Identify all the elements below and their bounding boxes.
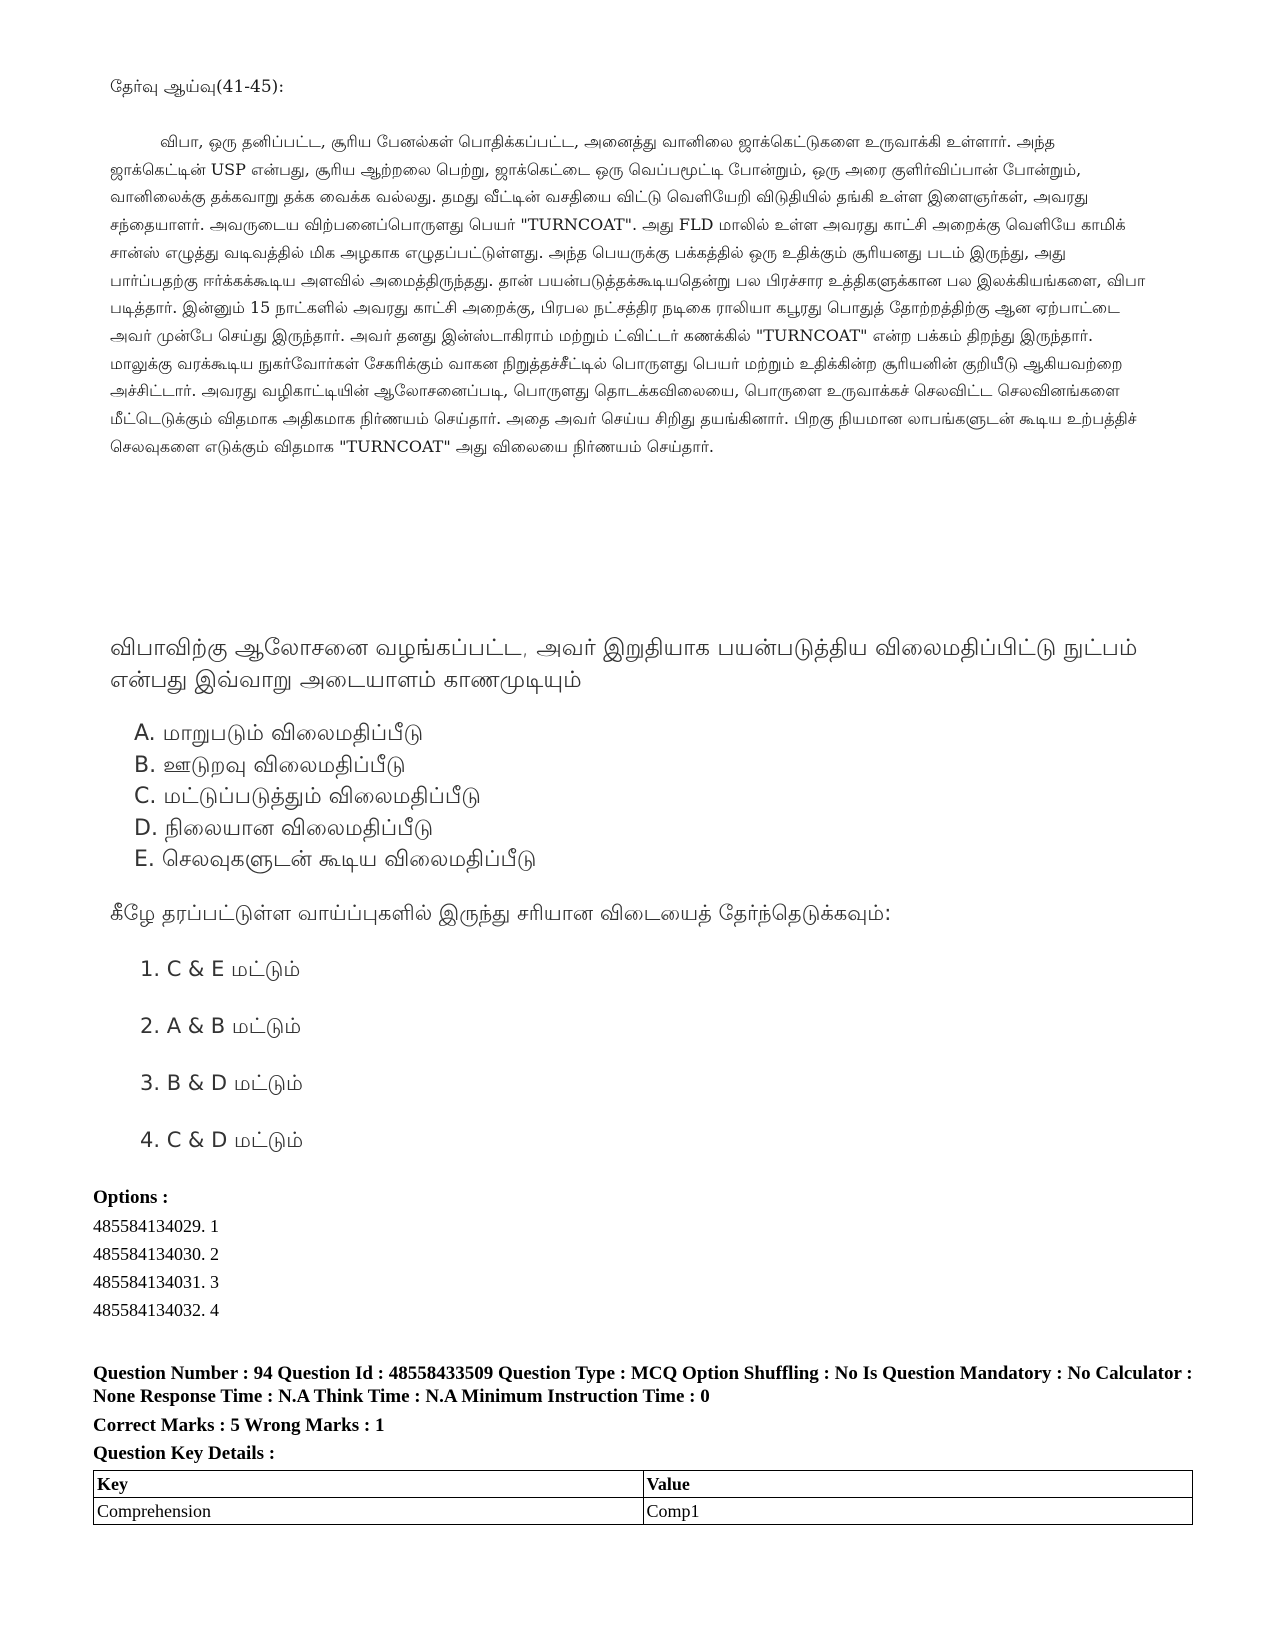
key-details-table (93, 1470, 1193, 1525)
table-cell: Comp1 (643, 1498, 1193, 1525)
choice-item: 4. C & D மட்டும் (140, 1127, 304, 1152)
passage-body: விபா, ஒரு தனிப்பட்ட, சூரிய பேனல்கள் பொதிக்கப்பட்ட, அனைத்து வானிலை ஜாக்கெட்டுகளை உருவாக்கி உள்ளார். அந்த ஜாக்கெட்டின் USP என்பது, சூரிய ஆற்றலை பெற்று, ஜாக்கெட்டை ஒரு வெப்பமூட்டி போன்றும், ஒரு அரை குளிர்விப்பான் போன்றும், வானிலைக்கு தக்கவாறு தக்க வைக்க வல்லது. தமது வீட்டின் வசதியை விட்டு வெளியேறி விடுதியில் தங்கி உள்ள இளைஞர்கள், அவரது சந்தையாளர். அவருடைய விற்பனைப்பொருளது பெயர் "TURNCOAT". அது FLD மாலில் உள்ள அவரது காட்சி அறைக்கு வெளியே காமிக் சான்ஸ் எழுத்து வடிவத்தில் மிக அழகாக எழுதப்பட்டுள்ளது. அந்த பெயருக்கு பக்கத்தில் ஒரு உதிக்கும் சூரியனது படம் இருந்து, அது பார்ப்பதற்கு ஈர்க்கக்கூடிய அளவில் அமைத்திருந்தது. தான் பயன்படுத்தக்கூடியதென்று பல பிரச்சார உத்திகளுக்கான பல இலக்கியங்களை, விபா படித்தார். இன்னும் 15 நாட்களில் அவரது காட்சி அறைக்கு, பிரபல நட்சத்திர நடிகை ராலியா கபூரது பொதுத் தோற்றத்திற்கு ஆன ஏற்பாட்டை அவர் முன்பே செய்து இருந்தார். அவர் தனது இன்ஸ்டாகிராம் மற்றும் ட்விட்டர் கணக்கில் "TURNCOAT" என்ற பக்கம் திறந்து இருந்தார். மாலுக்கு வரக்கூடிய நுகர்வோர்கள் சேகரிக்கும் வாகன நிறுத்தச்சீட்டில் பொருளது பெயர் மற்றும் உதிக்கின்ற சூரியனின் குறியீடு ஆகியவற்றை அச்சிட்டார். அவரது வழிகாட்டியின் ஆலோசனைப்படி, பொருளது தொடக்கவிலையை, பொருளை உருவாக்கச் செலவிட்ட செலவினங்களை மீட்டெடுக்கும் விதமாக அதிகமாக நிர்ணயம் செய்தார். அதை அவர் செய்ய சிறிது தயங்கினார். பிறகு நியமான லாபங்களுடன் கூடிய உற்பத்திச் செலவுகளை எடுக்கும் விதமாக "TURNCOAT" அது விலையை நிர்ணயம் செய்தார். (110, 132, 1146, 456)
choice-list (140, 954, 1160, 1155)
option-id-item: 485584134030. 2 (93, 1244, 219, 1264)
choice-item: 3. B & D மட்டும் (140, 1070, 303, 1095)
question-text: விபாவிற்கு ஆலோசனை வழங்கப்பட்ட, அவர் இறுதியாக பயன்படுத்திய விலைமதிப்பிட்டு நுட்பம் என்பது இவ்வாறு அடையாளம் காணமுடியும் (110, 635, 1138, 693)
option-id-item: 485584134031. 3 (93, 1272, 219, 1292)
choice-item: 1. C & E மட்டும் (140, 956, 301, 981)
table-header-cell: Key (94, 1471, 644, 1498)
key-details-title: Question Key Details : (93, 1443, 276, 1464)
table-header-row (94, 1471, 1193, 1498)
table-header-cell: Value (643, 1471, 1193, 1498)
choice-item: 2. A & B மட்டும் (140, 1013, 302, 1038)
question-instruction: கீழே தரப்பட்டுள்ள வாய்ப்புகளில் இருந்து சரியான விடையைத் தேர்ந்தெடுக்கவும்: (110, 900, 892, 925)
table-row (94, 1498, 1193, 1525)
option-id-item: 485584134029. 1 (93, 1216, 219, 1236)
options-title: Options : (93, 1187, 169, 1208)
statement-item: D. நிலையான விலைமதிப்பீடு (134, 815, 434, 841)
passage-section (110, 74, 1150, 460)
option-id-item: 485584134032. 4 (93, 1300, 219, 1320)
statement-item: B. ஊடுறவு விலைமதிப்பீடு (134, 752, 406, 778)
statement-item: A. மாறுபடும் விலைமதிப்பீடு (134, 721, 424, 746)
passage-heading: தேர்வு ஆய்வு(41-45): (110, 77, 285, 97)
statement-item: E. செலவுகளுடன் கூடிய விலைமதிப்பீடு (134, 847, 537, 872)
statement-list (134, 718, 1160, 876)
option-id-list (93, 1212, 1193, 1324)
question-info: Question Number : 94 Question Id : 48558433509 Question Type : MCQ Option Shuffling : No Is Question Mandatory : No Calculator : None Response Time : N.A Think Time : N.A Minimum Instruction Time : 0 (93, 1363, 1193, 1407)
marks-info: Correct Marks : 5 Wrong Marks : 1 (93, 1415, 385, 1436)
table-cell: Comprehension (94, 1498, 644, 1525)
question-section (110, 632, 1160, 1182)
question-meta-section (93, 1184, 1193, 1525)
statement-item: C. மட்டுப்படுத்தும் விலைமதிப்பீடு (134, 784, 481, 809)
